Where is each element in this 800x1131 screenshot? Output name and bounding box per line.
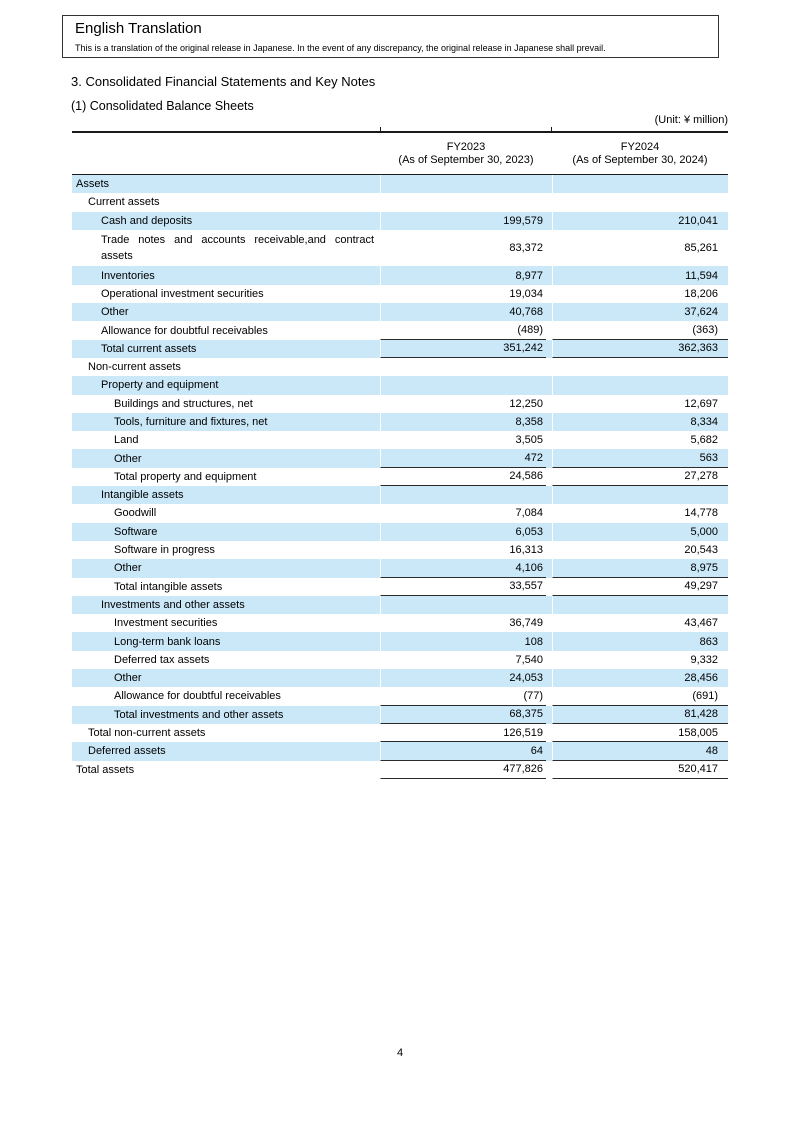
fy2024-value	[552, 175, 728, 193]
fy2023-value	[380, 358, 546, 376]
fy2024-value: 8,334	[552, 413, 728, 431]
table-row	[72, 687, 728, 705]
fy2023-value: 33,557	[380, 578, 546, 596]
row-label: Other	[101, 306, 129, 319]
fy2023-value: 24,053	[380, 669, 546, 687]
row-label: Buildings and structures, net	[114, 397, 253, 410]
header-fy2023-date: (As of September 30, 2023)	[398, 153, 534, 166]
table-row	[72, 431, 728, 449]
table-row	[72, 175, 728, 193]
table-row	[72, 651, 728, 669]
fy2024-value: 12,697	[552, 395, 728, 413]
fy2024-value	[552, 193, 728, 211]
fy2023-value: (77)	[380, 687, 546, 705]
row-label: Long-term bank loans	[114, 635, 221, 648]
page-number: 4	[396, 1047, 404, 1059]
row-label: Other	[114, 562, 142, 575]
row-label: Software in progress	[114, 544, 215, 557]
fy2023-value: 8,977	[380, 266, 546, 284]
table-row	[72, 193, 728, 211]
fy2024-value: 158,005	[552, 724, 728, 742]
row-label: Total property and equipment	[114, 470, 257, 483]
fy2023-value: 40,768	[380, 303, 546, 321]
table-row	[72, 559, 728, 577]
column-divider-tick	[551, 127, 552, 131]
fy2024-value: 85,261	[552, 230, 728, 267]
fy2023-value: 64	[380, 742, 546, 760]
fy2024-value: 210,041	[552, 212, 728, 230]
fy2024-value	[552, 376, 728, 394]
fy2023-value: 126,519	[380, 724, 546, 742]
table-row	[72, 230, 728, 267]
fy2023-value: 24,586	[380, 468, 546, 486]
fy2023-value: 6,053	[380, 523, 546, 541]
fy2023-value: 4,106	[380, 559, 546, 577]
fy2023-value: 472	[380, 449, 546, 467]
row-label: Total investments and other assets	[114, 708, 284, 721]
fy2024-value: 563	[552, 449, 728, 467]
table-row	[72, 761, 728, 779]
table-body	[72, 175, 728, 779]
row-label: Total assets	[76, 763, 135, 776]
fy2024-value: 520,417	[552, 761, 728, 779]
fy2023-value: 36,749	[380, 614, 546, 632]
table-row	[72, 632, 728, 650]
header-fy2024-date: (As of September 30, 2024)	[572, 153, 708, 166]
fy2024-value: 5,000	[552, 523, 728, 541]
unit-label: (Unit: ¥ million)	[654, 114, 728, 126]
table-row	[72, 578, 728, 596]
row-label: Current assets	[88, 196, 160, 209]
fy2024-value: 362,363	[552, 340, 728, 358]
table-row	[72, 413, 728, 431]
table-row	[72, 596, 728, 614]
header-fy2023	[380, 141, 552, 167]
row-label: Total non-current assets	[88, 727, 206, 740]
table-row	[72, 742, 728, 760]
fy2023-value: 199,579	[380, 212, 546, 230]
fy2024-value: (691)	[552, 687, 728, 705]
table-row	[72, 212, 728, 230]
fy2024-value: 49,297	[552, 578, 728, 596]
fy2024-value: 18,206	[552, 285, 728, 303]
table-row	[72, 358, 728, 376]
row-label: Allowance for doubtful receivables	[101, 324, 268, 337]
row-label: Software	[114, 525, 158, 538]
subsection-heading: (1) Consolidated Balance Sheets	[71, 99, 254, 113]
balance-sheet-table	[72, 131, 728, 779]
fy2024-value: 27,278	[552, 468, 728, 486]
row-label: Property and equipment	[101, 379, 219, 392]
row-label: Deferred assets	[88, 745, 166, 758]
row-label: Operational investment securities	[101, 287, 264, 300]
row-label: Non-current assets	[88, 361, 181, 374]
table-row	[72, 504, 728, 522]
table-row	[72, 669, 728, 687]
fy2024-value: 9,332	[552, 651, 728, 669]
fy2023-value: 12,250	[380, 395, 546, 413]
fy2024-value: 37,624	[552, 303, 728, 321]
row-label: Other	[114, 672, 142, 685]
table-row	[72, 486, 728, 504]
row-label: Investments and other assets	[101, 598, 245, 611]
table-row	[72, 376, 728, 394]
table-row	[72, 706, 728, 724]
section-heading: 3. Consolidated Financial Statements and Key Notes	[71, 74, 376, 89]
fy2024-value: 863	[552, 632, 728, 650]
row-label: Investment securities	[114, 617, 218, 630]
row-label: Total current assets	[101, 342, 197, 355]
table-header-row	[72, 133, 728, 175]
row-label: Cash and deposits	[101, 214, 193, 227]
table-row	[72, 468, 728, 486]
row-label: Inventories	[101, 269, 155, 282]
row-label: Trade notes and accounts receivable,and contract assets	[101, 234, 374, 263]
fy2023-value: 83,372	[380, 230, 546, 267]
fy2024-value: 81,428	[552, 706, 728, 724]
fy2023-value: 7,540	[380, 651, 546, 669]
notice-disclaimer: This is a translation of the original release in Japanese. In the event of any discrepancy, the original release in Japanese shall prevail.	[75, 43, 606, 53]
row-label: Total intangible assets	[114, 580, 223, 593]
table-row	[72, 523, 728, 541]
fy2024-value: 48	[552, 742, 728, 760]
fy2023-value	[380, 193, 546, 211]
row-label: Goodwill	[114, 507, 157, 520]
table-row	[72, 266, 728, 284]
fy2023-value: 68,375	[380, 706, 546, 724]
table-row	[72, 724, 728, 742]
row-label: Other	[114, 452, 142, 465]
header-fy2024-year: FY2024	[620, 140, 660, 153]
table-row	[72, 614, 728, 632]
fy2024-value: 43,467	[552, 614, 728, 632]
fy2023-value: 8,358	[380, 413, 546, 431]
row-label: Assets	[76, 178, 110, 191]
table-row	[72, 340, 728, 358]
fy2024-value: 14,778	[552, 504, 728, 522]
fy2024-value: 28,456	[552, 669, 728, 687]
header-fy2023-year: FY2023	[446, 140, 486, 153]
translation-notice-box	[62, 15, 719, 58]
row-label: Allowance for doubtful receivables	[114, 690, 281, 703]
fy2023-value	[380, 596, 546, 614]
column-divider-tick	[380, 127, 381, 131]
fy2024-value: 5,682	[552, 431, 728, 449]
fy2023-value: 477,826	[380, 761, 546, 779]
fy2024-value: (363)	[552, 321, 728, 339]
fy2023-value: (489)	[380, 321, 546, 339]
fy2023-value	[380, 486, 546, 504]
table-row	[72, 449, 728, 467]
table-row	[72, 285, 728, 303]
fy2023-value: 3,505	[380, 431, 546, 449]
row-label: Intangible assets	[101, 489, 184, 502]
table-row	[72, 321, 728, 339]
fy2024-value	[552, 486, 728, 504]
fy2024-value	[552, 596, 728, 614]
fy2023-value: 19,034	[380, 285, 546, 303]
row-label: Tools, furniture and fixtures, net	[114, 416, 268, 428]
fy2023-value: 108	[380, 632, 546, 650]
fy2023-value	[380, 175, 546, 193]
fy2024-value: 8,975	[552, 559, 728, 577]
row-label: Deferred tax assets	[114, 653, 210, 666]
header-fy2024	[552, 141, 728, 167]
fy2023-value: 351,242	[380, 340, 546, 358]
notice-title: English Translation	[75, 20, 202, 37]
table-row	[72, 303, 728, 321]
table-row	[72, 541, 728, 559]
fy2024-value: 20,543	[552, 541, 728, 559]
fy2024-value: 11,594	[552, 266, 728, 284]
table-row	[72, 395, 728, 413]
fy2023-value: 7,084	[380, 504, 546, 522]
row-label: Land	[114, 434, 139, 447]
fy2024-value	[552, 358, 728, 376]
fy2023-value	[380, 376, 546, 394]
fy2023-value: 16,313	[380, 541, 546, 559]
